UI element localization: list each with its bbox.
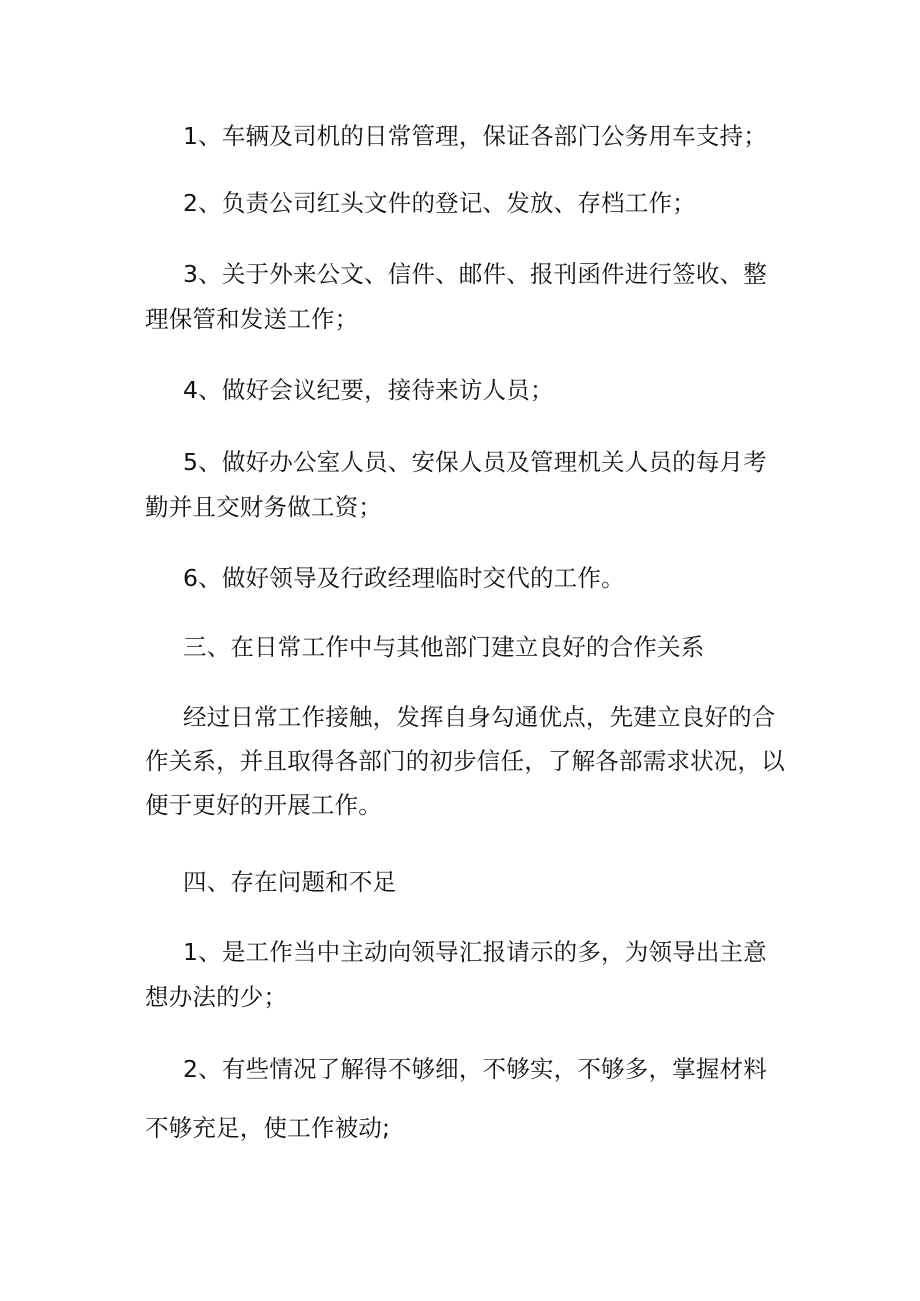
problem-item-2: 2、有些情况了解得不够细，不够实，不够多，掌握材料不够充足，使工作被动; [145, 1055, 767, 1142]
paragraph-3: 3、关于外来公文、信件、邮件、报刊函件进行签收、整理保管和发送工作； [145, 260, 767, 333]
section-heading-4: 四、存在问题和不足 [183, 868, 397, 896]
problem-item-1: 1、是工作当中主动向领导汇报请示的多，为领导出主意想办法的少； [145, 938, 767, 1011]
paragraph-4: 4、做好会议纪要，接待来访人员； [183, 376, 554, 404]
paragraph-6: 6、做好领导及行政经理临时交代的工作。 [183, 564, 625, 592]
paragraph-2: 2、负责公司红头文件的登记、发放、存档工作； [183, 189, 696, 217]
paragraph-1: 1、车辆及司机的日常管理，保证各部门公务用车支持； [183, 122, 767, 150]
paragraph-cooperation: 经过日常工作接触，发挥自身勾通优点，先建立良好的合作关系，并且取得各部门的初步信任，了解各部需求状况，以便于更好的开展工作。 [145, 703, 785, 819]
paragraph-5: 5、做好办公室人员、安保人员及管理机关人员的每月考勤并且交财务做工资； [145, 448, 767, 521]
section-heading-3: 三、在日常工作中与其他部门建立良好的合作关系 [183, 633, 705, 661]
